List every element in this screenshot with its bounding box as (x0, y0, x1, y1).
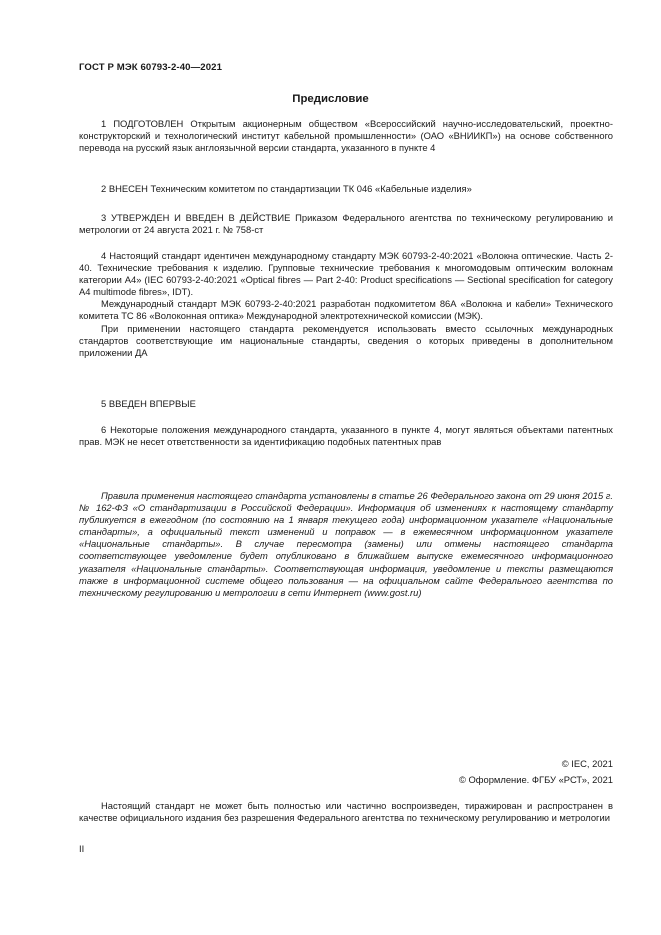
item-3-text: 3 УТВЕРЖДЕН И ВВЕДЕН В ДЕЙСТВИЕ Приказом Федерального агентства по техническому регулированию и метрологии от 24 августа 2021 г. № 758-ст (79, 212, 613, 236)
item-4-identity-text: 4 Настоящий стандарт идентичен международному стандарту МЭК 60793-2-40:2021 «Волокна оптические. Часть 2-40. Технические требования к изделию. Групповые технические требования к многомодовым оптическим волокнам категории А4» (IEC 60793-2-40:2021 «Optical fibres — Part 2-40: Product specifications — Sectional specification for category A4 multimode fibres», IDT). (79, 250, 613, 298)
item-1-text: 1 ПОДГОТОВЛЕН Открытым акционерным обществом «Всероссийский научно-исследовательский, проектно-конструкторский и технологический институт кабельной промышленности» (ОАО «ВНИИКП») на основе собственного перевода на русский язык англоязычной версии стандарта, указанного в пункте 4 (79, 118, 613, 154)
item-1 (79, 118, 613, 154)
item-6-text: 6 Некоторые положения международного стандарта, указанного в пункте 4, могут являться объектами патентных прав. МЭК не несет ответственности за идентификацию подобных патентных прав (79, 424, 613, 448)
page-title: Предисловие (292, 93, 369, 105)
item-5 (79, 398, 613, 410)
item-4 (79, 250, 613, 359)
item-2 (79, 183, 613, 195)
item-4-developer-text: Международный стандарт МЭК 60793-2-40:2021 разработан подкомитетом 86А «Волокна и кабели» Технического комитета ТС 86 «Волоконная оптика» Международной электротехнической комиссии (МЭК). (79, 298, 613, 322)
page-number: II (79, 843, 85, 854)
item-6 (79, 424, 613, 448)
application-rules-notice: Правила применения настоящего стандарта установлены в статье 26 Федерального закона от 29 июня 2015 г. № 162-ФЗ «О стандартизации в Российской Федерации». Информация об изменениях к настоящему стандарту публикуется в ежегодном (по состоянию на 1 января текущего года) информационном указателе «Национальные стандарты», а официальный текст изменений и поправок — в ежемесячном информационном указателе «Национальные стандарты». В случае пересмотра (замены) или отмены настоящего стандарта соответствующее уведомление будет опубликовано в ближайшем выпуске ежемесячного информационного указателя «Национальные стандарты». Соответствующая информация, уведомление и тексты размещаются также в информационной системе общего пользования — на официальном сайте Федерального агентства по техническому регулированию и метрологии в сети Интернет (www.gost.ru) (79, 490, 614, 598)
document-code-header: ГОСТ Р МЭК 60793-2-40—2021 (79, 62, 223, 73)
item-4-application-text: При применении настоящего стандарта рекомендуется использовать вместо ссылочных международных стандартов соответствующие им национальные стандарты, сведения о которых приведены в дополнительном приложении ДА (79, 322, 613, 358)
reproduction-restriction-text: Настоящий стандарт не может быть полностью или частично воспроизведен, тиражирован и распространен в качестве официального издания без разрешения Федерального агентства по техническому регулированию и метрологии (79, 800, 613, 824)
item-5-text: 5 ВВЕДЕН ВПЕРВЫЕ (101, 398, 196, 409)
copyright-design: © Оформление. ФГБУ «РСТ», 2021 (458, 774, 613, 785)
item-3 (79, 212, 613, 236)
copyright-iec: © IEC, 2021 (561, 758, 613, 769)
item-2-text: 2 ВНЕСЕН Техническим комитетом по стандартизации ТК 046 «Кабельные изделия» (101, 183, 472, 194)
